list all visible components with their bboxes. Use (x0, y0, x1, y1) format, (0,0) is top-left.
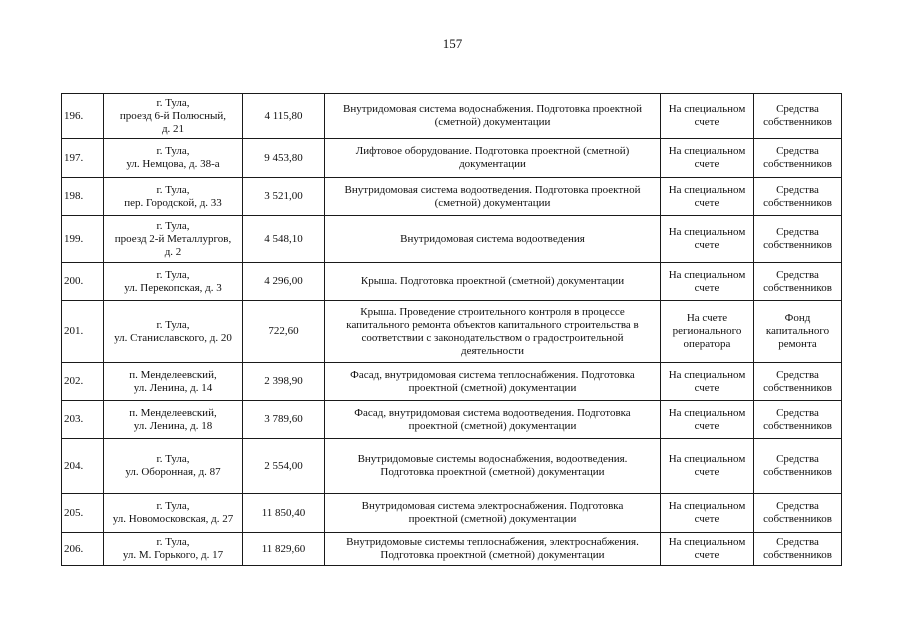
address-line: г. Тула, (156, 96, 190, 109)
work-type-cell (325, 139, 661, 178)
table-row (62, 178, 842, 216)
fund-method-line: На специальном (668, 145, 746, 157)
table-row (62, 216, 842, 263)
cost-cell: 9 453,80 (243, 139, 325, 178)
work-type-cell (325, 494, 661, 533)
address-line: ул. Станиславского, д. 20 (114, 331, 232, 344)
funding-source-cell (754, 216, 842, 263)
work-line: проектной (сметной) документации (408, 419, 577, 432)
fund-method-line: счете (694, 381, 720, 394)
fund-method-line: счете (694, 281, 720, 294)
fund-method-cell (661, 216, 754, 263)
funding-source-line: Средства (776, 103, 819, 115)
fund-method-line: На счете (686, 312, 728, 324)
address-cell (104, 363, 243, 401)
work-line: Фасад, внутридомовая система водоотведения. Подготовка (354, 406, 631, 419)
cost-cell: 2 398,90 (243, 363, 325, 401)
table-row (62, 533, 842, 566)
address-line: ул. Новомосковская, д. 27 (112, 513, 234, 525)
address-cell (104, 494, 243, 533)
work-line: проектной (сметной) документации (408, 381, 577, 394)
address-cell (104, 216, 243, 263)
fund-method-line: На специальном (668, 103, 746, 115)
address-line: г. Тула, (156, 145, 190, 157)
row-number-cell: 201. (62, 301, 104, 363)
fund-method-line: счете (694, 513, 720, 525)
funding-source-line: собственников (763, 381, 832, 394)
table-row (62, 94, 842, 139)
table-row (62, 139, 842, 178)
address-cell (104, 533, 243, 566)
work-type-cell (325, 263, 661, 301)
address-cell (104, 263, 243, 301)
table-row (62, 494, 842, 533)
funding-source-line: Средства (776, 268, 819, 281)
fund-method-cell (661, 439, 754, 494)
funding-source-cell (754, 178, 842, 216)
row-number-cell: 200. (62, 263, 104, 301)
funding-source-cell (754, 263, 842, 301)
address-line: проезд 2-й Металлургов, (114, 232, 232, 245)
fund-method-line: На специальном (668, 183, 746, 196)
fund-method-line: На специальном (668, 226, 746, 238)
work-type-cell (325, 401, 661, 439)
row-number-cell: 197. (62, 139, 104, 178)
fund-method-line: На специальном (668, 453, 746, 465)
work-line: Внутридомовые системы теплоснабжения, электроснабжения. (346, 536, 639, 548)
work-line: Внутридомовые системы водоснабжения, водоотведения. (357, 453, 628, 465)
funding-source-cell (754, 94, 842, 139)
fund-method-line: счете (694, 116, 720, 128)
row-number-cell: 199. (62, 216, 104, 263)
work-line: проектной (сметной) документации (408, 513, 577, 525)
funding-source-cell (754, 494, 842, 533)
cost-cell: 4 296,00 (243, 263, 325, 301)
work-line: Внутридомовая система водоснабжения. Подготовка проектной (343, 103, 642, 115)
fund-method-line: оператора (683, 338, 731, 350)
work-line: Крыша. Подготовка проектной (сметной) документации (360, 275, 625, 287)
funding-source-line: капитального (765, 325, 830, 337)
cost-cell: 722,60 (243, 301, 325, 363)
cost-cell: 2 554,00 (243, 439, 325, 494)
work-line: Внутридомовая система электроснабжения. Подготовка (361, 500, 624, 512)
table-row (62, 301, 842, 363)
work-type-cell (325, 94, 661, 139)
work-type-cell (325, 363, 661, 401)
funding-source-line: собственников (763, 281, 832, 294)
address-line: г. Тула, (156, 500, 190, 512)
address-line: ул. Оборонная, д. 87 (125, 466, 221, 478)
address-cell (104, 94, 243, 139)
table-row (62, 401, 842, 439)
funding-source-cell (754, 139, 842, 178)
address-line: г. Тула, (156, 318, 190, 331)
fund-method-line: счете (694, 158, 720, 170)
work-line: (сметной) документации (434, 196, 551, 209)
address-cell (104, 178, 243, 216)
table-row (62, 363, 842, 401)
work-type-cell (325, 216, 661, 263)
fund-method-line: счете (694, 419, 720, 432)
fund-method-line: На специальном (668, 536, 746, 548)
work-type-cell (325, 533, 661, 566)
fund-method-cell (661, 363, 754, 401)
address-line: г. Тула, (156, 536, 190, 548)
cost-cell: 4 115,80 (243, 94, 325, 139)
funding-source-line: собственников (763, 549, 832, 561)
address-line: ул. Перекопская, д. 3 (124, 281, 222, 294)
funding-source-cell (754, 363, 842, 401)
cost-cell: 4 548,10 (243, 216, 325, 263)
row-number-cell: 196. (62, 94, 104, 139)
funding-source-cell (754, 401, 842, 439)
funding-source-line: Средства (776, 183, 819, 196)
fund-method-line: счете (694, 466, 720, 478)
cost-cell: 11 850,40 (243, 494, 325, 533)
fund-method-line: счете (694, 549, 720, 561)
funding-source-cell (754, 533, 842, 566)
fund-method-line: регионального (672, 325, 742, 337)
fund-method-cell (661, 533, 754, 566)
address-cell (104, 139, 243, 178)
funding-source-line: ремонта (778, 338, 817, 350)
address-line: п. Менделеевский, (129, 406, 217, 419)
work-type-cell (325, 439, 661, 494)
fund-method-line: На специальном (668, 368, 746, 381)
fund-method-line: На специальном (668, 268, 746, 281)
funding-source-line: собственников (763, 466, 832, 478)
work-line: Лифтовое оборудование. Подготовка проектной (сметной) (355, 145, 630, 157)
funding-source-line: Средства (776, 453, 819, 465)
work-line: Крыша. Проведение строительного контроля в процессе (360, 305, 625, 318)
work-line: Внутридомовая система водоотведения (400, 232, 585, 245)
address-cell (104, 301, 243, 363)
funding-source-line: собственников (763, 419, 832, 432)
fund-method-cell (661, 139, 754, 178)
work-line: Подготовка проектной (сметной) документации (380, 466, 605, 478)
address-cell (104, 401, 243, 439)
row-number-cell: 203. (62, 401, 104, 439)
fund-method-cell (661, 263, 754, 301)
cost-cell: 3 789,60 (243, 401, 325, 439)
address-line: г. Тула, (156, 183, 190, 196)
funding-source-cell (754, 301, 842, 363)
address-line: пер. Городской, д. 33 (124, 196, 222, 209)
address-line: п. Менделеевский, (129, 368, 217, 381)
funding-source-line: Средства (776, 368, 819, 381)
work-line: деятельности (461, 344, 524, 357)
row-number-cell: 202. (62, 363, 104, 401)
address-line: г. Тула, (156, 268, 190, 281)
address-line: д. 21 (161, 122, 185, 135)
fund-method-cell (661, 494, 754, 533)
work-line: капитального ремонта объектов капитального строительства в (346, 318, 639, 331)
funding-source-line: Средства (776, 406, 819, 419)
fund-method-cell (661, 401, 754, 439)
address-line: ул. Ленина, д. 14 (133, 381, 213, 394)
row-number-cell: 204. (62, 439, 104, 494)
cost-cell: 3 521,00 (243, 178, 325, 216)
row-number-cell: 205. (62, 494, 104, 533)
address-cell (104, 439, 243, 494)
table-body (62, 94, 842, 566)
funding-source-line: собственников (763, 239, 832, 251)
funding-source-cell (754, 439, 842, 494)
address-line: ул. Немцова, д. 38-а (126, 158, 220, 170)
row-number-cell: 206. (62, 533, 104, 566)
funding-source-line: Фонд (784, 312, 811, 324)
fund-method-cell (661, 94, 754, 139)
fund-method-line: счете (694, 196, 720, 209)
table-row (62, 263, 842, 301)
funding-source-line: собственников (763, 116, 832, 128)
fund-method-line: На специальном (668, 406, 746, 419)
work-line: Подготовка проектной (сметной) документации (380, 549, 605, 561)
funding-source-line: собственников (763, 196, 832, 209)
funding-source-line: Средства (776, 536, 819, 548)
work-line: (сметной) документации (434, 116, 551, 128)
funding-source-line: Средства (776, 145, 819, 157)
page-number: 157 (442, 36, 463, 51)
work-line: Фасад, внутридомовая система теплоснабжения. Подготовка (350, 368, 635, 381)
funding-source-line: собственников (763, 513, 832, 525)
fund-method-cell (661, 301, 754, 363)
address-line: г. Тула, (156, 219, 190, 232)
address-line: ул. М. Горького, д. 17 (122, 549, 224, 561)
cost-cell: 11 829,60 (243, 533, 325, 566)
funding-source-line: Средства (776, 226, 819, 238)
work-type-cell (325, 301, 661, 363)
address-line: д. 2 (164, 245, 182, 258)
table-row (62, 439, 842, 494)
work-line: документации (459, 158, 526, 170)
capital-repair-table (61, 93, 842, 566)
fund-method-cell (661, 178, 754, 216)
fund-method-line: счете (694, 239, 720, 251)
funding-source-line: собственников (763, 158, 832, 170)
address-line: г. Тула, (156, 453, 190, 465)
work-line: соответствии с законодательством о градостроительной (361, 331, 624, 344)
address-line: проезд 6-й Полюсный, (119, 109, 227, 122)
funding-source-line: Средства (776, 500, 819, 512)
work-line: Внутридомовая система водоотведения. Подготовка проектной (344, 183, 641, 196)
work-type-cell (325, 178, 661, 216)
fund-method-line: На специальном (668, 500, 746, 512)
row-number-cell: 198. (62, 178, 104, 216)
address-line: ул. Ленина, д. 18 (133, 419, 213, 432)
